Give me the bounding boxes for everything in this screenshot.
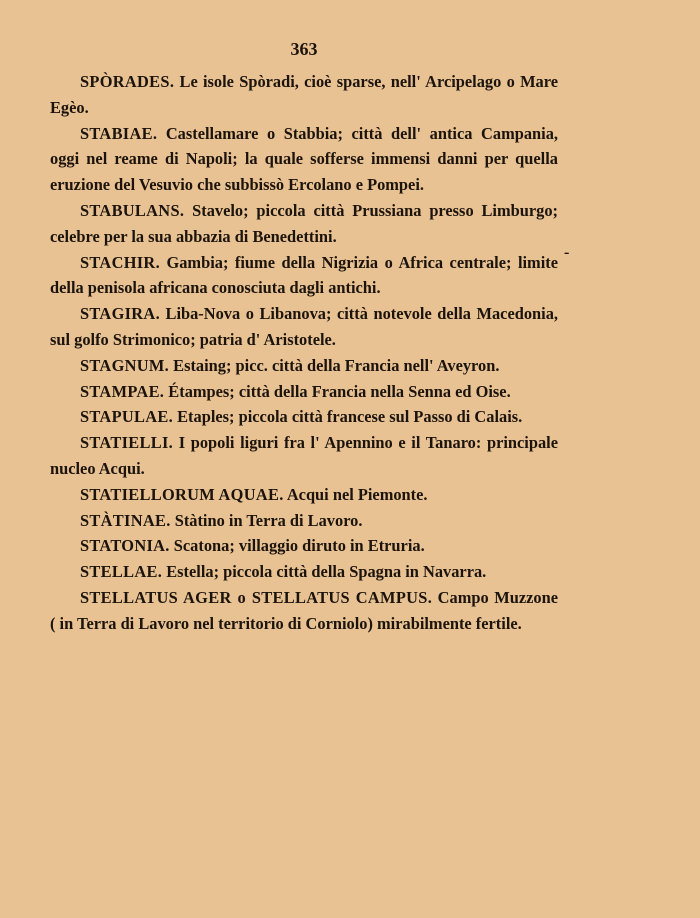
headword: STELLAE. — [80, 562, 163, 582]
page-number: 363 — [290, 39, 318, 59]
entry-stagira — [50, 301, 558, 353]
entry-text: Le isole Spòradi, cioè sparse, nell' Arcipelago o Mare Egèo. — [50, 72, 558, 117]
entry-text: Liba-Nova o Libanova; città notevole della Macedonia, sul golfo Strimonico; patria d' Aristotele. — [50, 304, 558, 349]
headword: STAGNUM. — [80, 355, 170, 375]
entry-text: Castellamare o Stabbia; città dell' antica Campania, oggi nel reame di Napoli; la quale sofferse immensi danni per quella eruzione del Vesuvio che subbissò Ercolano e Pompei. — [50, 123, 558, 195]
entry-text: Étampes; città della Francia nella Senna ed Oise. — [164, 381, 511, 401]
entry-statinae — [50, 508, 558, 534]
stray-mark: - — [564, 244, 570, 261]
entry-text: Estella; piccola città della Spagna in Navarra. — [162, 562, 487, 582]
entry-stabulans — [50, 198, 558, 250]
entry-text: Scatona; villaggio diruto in Etruria. — [169, 536, 425, 556]
entry-statielli — [50, 430, 558, 482]
headword: STELLATUS AGER o STELLATUS CAMPUS. — [80, 587, 433, 607]
headword: SPÒRADES. — [80, 72, 175, 91]
entry-stellatus-ager — [50, 585, 558, 637]
headword: STÀTINAE. — [80, 510, 171, 530]
entry-stapulae — [50, 404, 558, 430]
entry-text: Stavelo; piccola città Prussiana presso Limburgo; celebre per la sua abbazia di Benedettini. — [50, 200, 558, 246]
entry-statiellorum-aquae — [50, 482, 558, 508]
headword: STATONIA. — [80, 536, 170, 556]
headword: STACHIR. — [80, 252, 160, 272]
entry-stagnum — [50, 353, 558, 379]
entry-text: Campo Muzzone ( in Terra di Lavoro nel territorio di Corniolo) mirabilmente fertile. — [50, 587, 558, 633]
entry-stampae — [50, 379, 558, 405]
entry-statonia — [50, 533, 558, 559]
entry-text: Acqui nel Piemonte. — [283, 484, 428, 504]
headword: STABULANS. — [80, 200, 185, 220]
entry-text: Estaing; picc. città della Francia nell' Aveyron. — [169, 355, 500, 375]
entry-stabiae — [50, 121, 558, 198]
entry-stachir — [50, 250, 558, 302]
headword: STAPULAE. — [80, 407, 174, 427]
entry-text: Gambia; fiume della Nigrizia o Africa centrale; limite della penisola africana conosciuta dagli antichi. — [50, 252, 558, 298]
entry-text: Stàtino in Terra di Lavoro. — [170, 510, 363, 530]
headword: STABIAE. — [80, 123, 158, 143]
headword: STATIELLORUM AQUAE. — [80, 484, 284, 504]
headword: STAGIRA. — [80, 304, 160, 324]
entry-sporades — [50, 69, 558, 121]
entry-text: Etaples; piccola città francese sul Passo di Calais. — [173, 407, 523, 427]
headword: STAMPAE. — [80, 381, 165, 401]
page — [50, 36, 558, 637]
entry-stellae — [50, 559, 558, 585]
entry-text: I popoli liguri fra l' Apennino e il Tanaro: principale nucleo Acqui. — [50, 433, 558, 478]
headword: STATIELLI. — [80, 433, 174, 453]
